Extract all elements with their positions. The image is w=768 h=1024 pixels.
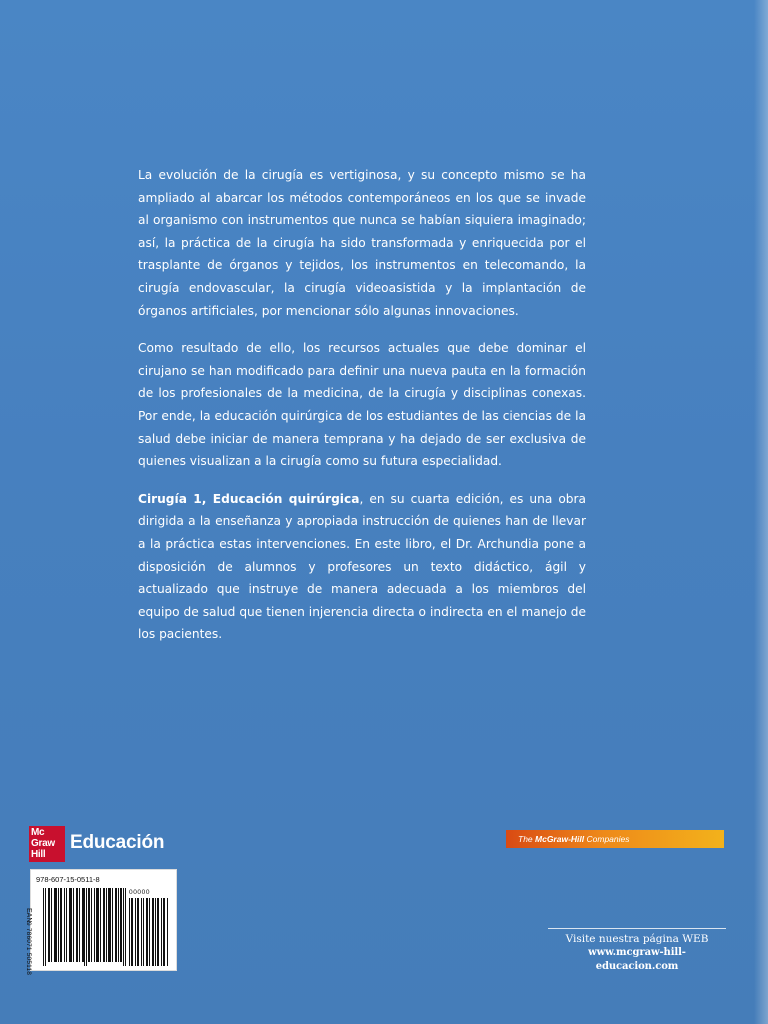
companies-name: McGraw-Hill — [535, 834, 585, 844]
barcode-panel — [25, 869, 177, 976]
publisher-brand: Educación — [70, 832, 165, 853]
addon-barcode-icon — [129, 898, 169, 966]
ean-label: EAN — [25, 908, 32, 923]
mcgraw-hill-logo-icon: Mc Graw Hill — [29, 826, 65, 862]
back-cover-text — [138, 164, 586, 661]
paragraph-3-text: , en su cuarta edición, es una obra dirigida a la enseñanza y apropiada instrucción de quienes han de llevar a la práctica estas intervenciones. En este libro, el Dr. Archundia pone a disposición de alumnos y profesores un texto didáctico, ágil y actualizado que instruye de manera adecuada a los miembros del equipo de salud que tienen injerencia directa o indirecta en el manejo de los pacientes. — [138, 491, 587, 642]
paragraph-1: La evolución de la cirugía es vertiginosa, y su concepto mismo se ha ampliado al abarcar los métodos contemporáneos en los que se invade al organismo con instrumentos que nunca se habían siquiera imaginado; así, la práctica de la cirugía ha sido transformada y enriquecida por el trasplante de órganos y tejidos, los instrumentos en telecomando, la cirugía endovascular, la cirugía videoasistida y la implantación de órganos artificiales, por mencionar sólo algunas innovaciones. — [138, 168, 586, 318]
book-title: Cirugía 1, Educación quirúrgica — [138, 491, 360, 506]
isbn-number: 978-607-15-0511-8 — [36, 875, 100, 884]
publisher-logo — [29, 826, 179, 868]
website-block — [548, 928, 726, 974]
website-caption: Visite nuestra página WEB — [565, 933, 709, 945]
ean-barcode-icon — [43, 888, 127, 966]
website-url: www.mcgraw-hill-educacion.com — [588, 947, 686, 972]
addon-digits: 00000 — [129, 889, 151, 896]
companies-banner: The McGraw-Hill Companies — [506, 830, 724, 848]
divider — [548, 928, 726, 929]
paragraph-2: Como resultado de ello, los recursos actuales que debe dominar el cirujano se han modificado para definir una nueva pauta en la formación de los profesionales de la medicina, de la cirugía y disciplinas conexas. Por ende, la educación quirúrgica de los estudiantes de las ciencias de la salud debe iniciar de manera temprana y ha dejado de ser exclusiva de quienes visualizan a la cirugía como su futura especialidad. — [138, 341, 586, 469]
ean-digits: 9 786071 505118 — [25, 922, 32, 976]
paragraph-3 — [138, 488, 586, 646]
